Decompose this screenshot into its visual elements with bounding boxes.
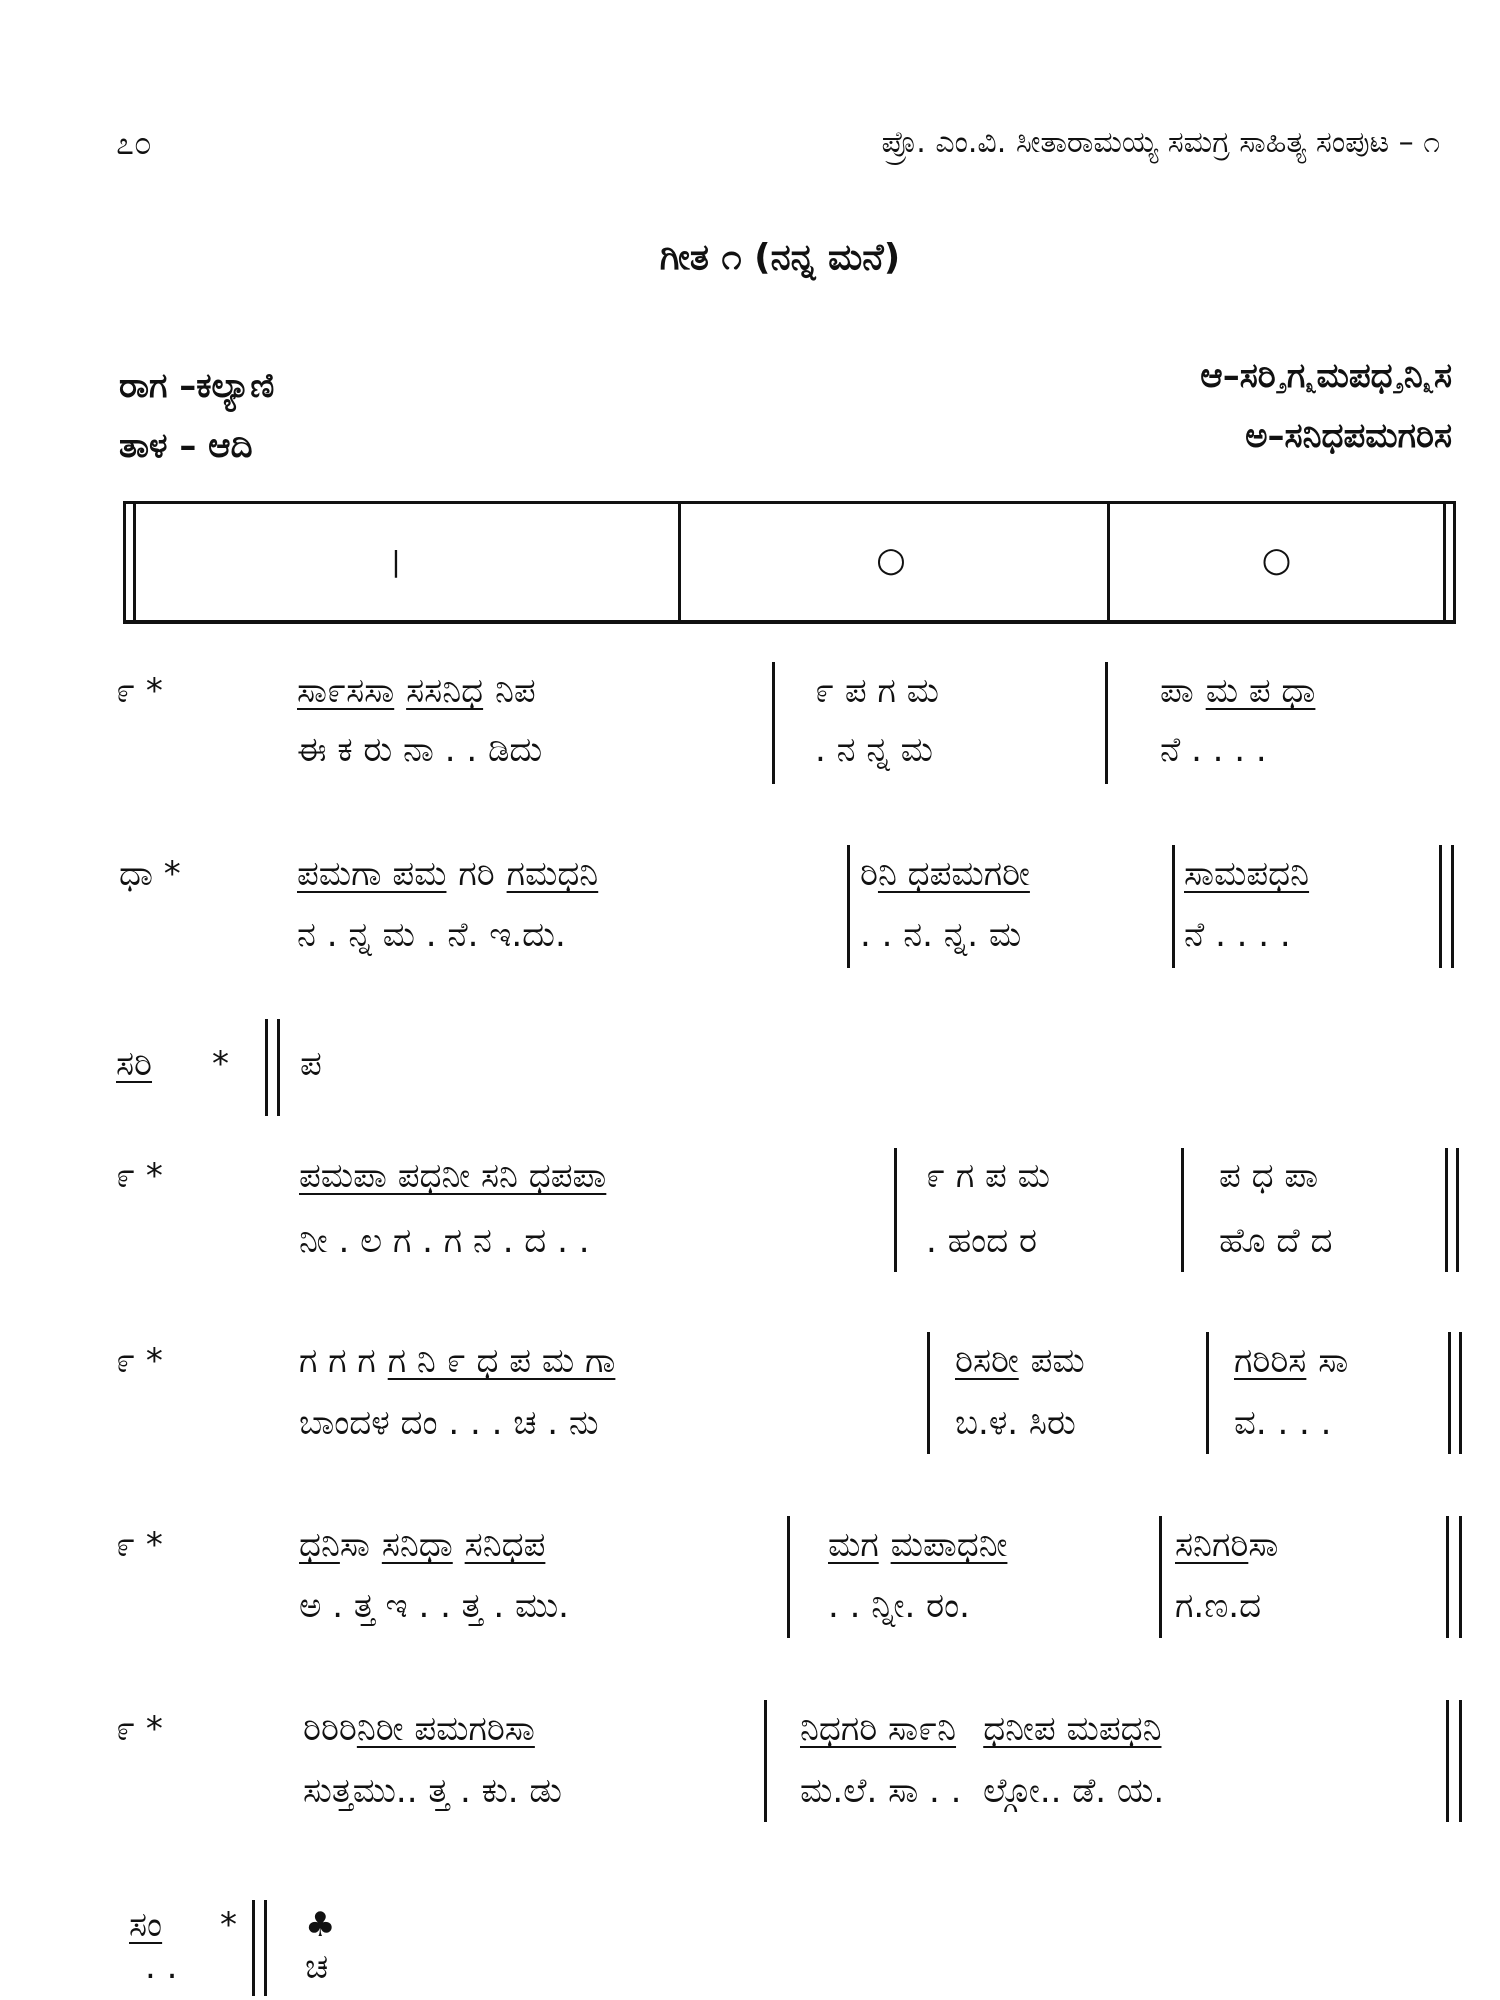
swara-token: ಮ ಪ ಧಾ bbox=[1205, 671, 1316, 711]
arohana-part: ಆ–ಸರಿ bbox=[1200, 356, 1276, 396]
swara-token: ಸನಿಧಪ bbox=[464, 1525, 546, 1565]
swara-line bbox=[1234, 1338, 1442, 1390]
swara-token: ಪಮ bbox=[1030, 1341, 1085, 1381]
sahitya-line: ನ . ನ್ನ ಮ . ನೆ. ಇ.ದು. bbox=[297, 915, 566, 955]
laghu-symbol: | bbox=[391, 545, 401, 578]
arohana-subscript: ೨ bbox=[1392, 374, 1404, 398]
sahitya-line: ನೀ . ಲ ಗ . ಗ ನ . ದ . . bbox=[299, 1221, 590, 1261]
swara-line bbox=[297, 851, 837, 903]
swara-line bbox=[1219, 1153, 1439, 1205]
row-label: ೯ * bbox=[116, 1525, 163, 1565]
running-header: ಪ್ರೊ. ಎಂ.ವಿ. ಸೀತಾರಾಮಯ್ಯ ಸಮಗ್ರ ಸಾಹಿತ್ಯ ಸಂಪುಟ – ೧ bbox=[881, 125, 1440, 160]
double-bar-line bbox=[1446, 1700, 1449, 1822]
page-number: ೭೦ bbox=[116, 124, 152, 162]
swara-token: ನಿಧಗರಿ ಸಾ೯ನಿ bbox=[800, 1709, 957, 1749]
sahitya-line: ಈ ಕ ರು ನಾ . . ಡಿದು bbox=[297, 730, 543, 770]
sahitya-line: ನೆ . . . . bbox=[1160, 730, 1267, 770]
swara-token: ನಿ ಧಪಮಗರೀ bbox=[877, 854, 1030, 894]
double-bar-line bbox=[1459, 1700, 1462, 1822]
beat-divider bbox=[764, 1700, 767, 1822]
swara-line bbox=[828, 1522, 1153, 1574]
swara-line bbox=[297, 668, 762, 720]
sari-label bbox=[116, 1041, 206, 1093]
double-bar-line bbox=[1456, 1148, 1459, 1272]
swara-line bbox=[299, 1153, 884, 1205]
swara-token: ಪಾ bbox=[1160, 671, 1194, 711]
swara-token: ಸಾಮಪಧನಿ bbox=[1184, 854, 1310, 894]
swara-token: ಪಮಪಾ ಪಧನೀ ಸನಿ ಧಪಪಾ bbox=[299, 1156, 607, 1196]
swara-line bbox=[1175, 1522, 1440, 1574]
row-label: ೯ * bbox=[116, 1341, 163, 1381]
sahitya-line: ಹೊ ದೆ ದ bbox=[1219, 1221, 1333, 1261]
swara-line bbox=[299, 1522, 781, 1574]
swara-token: ಧನೀಪ ಮಪಧನಿ bbox=[983, 1709, 1162, 1749]
beat-divider bbox=[1206, 1332, 1209, 1454]
swara-token: ರಿ bbox=[860, 854, 878, 894]
swara-line bbox=[299, 1338, 919, 1390]
sahitya-line: ಸುತ್ತಮು.. ತ್ತ . ಕು. ಡು bbox=[303, 1771, 562, 1811]
arohana-subscript: ೩ bbox=[1422, 374, 1434, 398]
double-bar-line bbox=[1459, 1516, 1462, 1638]
table-right-border-outer bbox=[1453, 501, 1456, 624]
double-bar-line bbox=[1448, 1332, 1451, 1454]
song-title: ಗೀತ ೧ (ನನ್ನ ಮನೆ) bbox=[659, 237, 901, 278]
tala-label: ತಾಳ – ಆದಿ bbox=[119, 426, 253, 466]
sam-dots: . . bbox=[145, 1947, 178, 1987]
swara-token: ರಿಸರೀ bbox=[955, 1341, 1019, 1381]
drutam-symbol: ○ bbox=[1261, 540, 1292, 580]
swara-token: ಧನಿ bbox=[299, 1525, 340, 1565]
swara-token: ಸನಿಧಾ bbox=[381, 1525, 453, 1565]
sahitya-line: ನೆ . . . . bbox=[1184, 915, 1291, 955]
arohana-part: ನಿ bbox=[1403, 356, 1423, 396]
swara-line bbox=[1184, 851, 1434, 903]
swara-line bbox=[955, 1338, 1200, 1390]
swara-token: ೯ ಗ ಪ ಮ bbox=[926, 1156, 1050, 1196]
swara-line bbox=[800, 1706, 1440, 1758]
avarohana-scale: ಅ–ಸನಿಧಪಮಗರಿಸ bbox=[1245, 416, 1452, 456]
double-bar-line bbox=[264, 1900, 267, 1996]
club-symbol: ♣ bbox=[305, 1905, 336, 1945]
table-left-border-outer bbox=[123, 501, 126, 624]
swara-token: ಗಮಧನಿ bbox=[506, 854, 599, 894]
double-bar-line bbox=[1459, 1332, 1462, 1454]
swara-token: ಗರಿ bbox=[458, 854, 495, 894]
swara-token: ಪಮಗಾ ಪಮ bbox=[297, 854, 447, 894]
arohana-subscript: ೩ bbox=[1305, 374, 1317, 398]
swara-line bbox=[303, 1706, 758, 1758]
row-label: ೯ * bbox=[116, 1709, 163, 1749]
drutam-symbol: ○ bbox=[876, 540, 906, 580]
row-label: ೯ * bbox=[116, 1156, 163, 1196]
swara-token: ಮಗ bbox=[828, 1525, 879, 1565]
row-label: ಧಾ * bbox=[119, 854, 181, 894]
beat-divider bbox=[772, 662, 775, 784]
swara-line bbox=[860, 851, 1165, 903]
sahitya-line: ವ. . . . bbox=[1234, 1403, 1332, 1443]
double-bar-line bbox=[265, 1019, 268, 1116]
double-bar-line bbox=[252, 1900, 255, 1996]
swara-token: ಮಪಾಧನೀ bbox=[890, 1525, 1008, 1565]
table-top-border bbox=[123, 501, 1456, 504]
swara-token: ನಿರೀ ಪಮಗರಿಸಾ bbox=[356, 1709, 535, 1749]
beat-divider bbox=[927, 1332, 930, 1454]
sahitya-line: . . ನ್ನೀ. ರಂ. bbox=[828, 1586, 970, 1626]
swara-line bbox=[815, 668, 1095, 720]
sahitya-line: . . ನ. ನ್ನ. ಮ bbox=[860, 915, 1022, 955]
swara-token: ಸನಿಗರಿ bbox=[1175, 1525, 1249, 1565]
beat-divider bbox=[787, 1516, 790, 1638]
table-bottom-border bbox=[123, 620, 1456, 624]
swara-token: ಸಸನಿಧ bbox=[406, 671, 484, 711]
beat-divider bbox=[847, 845, 850, 968]
double-bar-line bbox=[1445, 1148, 1448, 1272]
sahitya-line: . ಹಂದ ರ bbox=[926, 1221, 1037, 1261]
sahitya-line: . ನ ನ್ನ ಮ bbox=[815, 730, 933, 770]
sari-star: * bbox=[212, 1044, 229, 1084]
raga-label: ರಾಗ –ಕಲ್ಯಾಣಿ bbox=[119, 366, 275, 406]
swara-token: ನಿಪ bbox=[494, 671, 536, 711]
sahitya-line: ಮ.ಲೆ. ಸಾ . . ಲ್ಗೋ.. ಡೆ. ಯ. bbox=[800, 1771, 1165, 1811]
arohana-part: ಸ bbox=[1433, 356, 1452, 396]
beat-divider bbox=[1105, 662, 1108, 784]
sari-note: ಪ bbox=[300, 1044, 322, 1084]
double-bar-line bbox=[277, 1019, 280, 1116]
row-label: ೯ * bbox=[116, 671, 163, 711]
arohana-subscript: ೨ bbox=[1275, 374, 1287, 398]
swara-token: ಗ ಗ ಗ bbox=[299, 1341, 376, 1381]
swara-token: ಗ ನಿ ೯ ಧ ಪ ಮ ಗಾ bbox=[387, 1341, 616, 1381]
sahitya-line: ಅ . ತ್ತ ಇ . . ತ್ತ . ಮು. bbox=[299, 1586, 569, 1626]
swara-token: ಸಾ೯ಸಸಾ bbox=[297, 671, 395, 711]
swara-token: ಪ ಧ ಪಾ bbox=[1219, 1156, 1319, 1196]
swara-token: ಸಾ bbox=[1248, 1525, 1279, 1565]
sam-note: ಚ bbox=[305, 1947, 329, 1987]
sahitya-line: ಗ.ಣ.ದ bbox=[1175, 1586, 1262, 1626]
swara-token: ಸಾ bbox=[339, 1525, 370, 1565]
sahitya-line: ಬ.ಳ. ಸಿರು bbox=[955, 1403, 1076, 1443]
beat-divider bbox=[1172, 845, 1175, 968]
arohana-part: ಮಪಧ bbox=[1316, 356, 1393, 396]
double-bar-line bbox=[1446, 1516, 1449, 1638]
swara-token: ಗರಿರಿಸ bbox=[1234, 1341, 1307, 1381]
sari-label-text: ಸರಿ bbox=[116, 1044, 153, 1084]
table-right-border-inner bbox=[1443, 501, 1446, 624]
swara-token: ಸಾ bbox=[1318, 1341, 1349, 1381]
beat-divider bbox=[894, 1148, 897, 1272]
beat-divider bbox=[1181, 1148, 1184, 1272]
swara-token: ರಿರಿರಿ bbox=[303, 1709, 357, 1749]
sahitya-line: ಬಾಂದಳ ದಂ . . . ಚ . ನು bbox=[299, 1403, 599, 1443]
beat-divider bbox=[1159, 1516, 1162, 1638]
double-bar-line bbox=[1451, 845, 1454, 968]
swara-token: ೯ ಪ ಗ ಮ bbox=[815, 671, 939, 711]
sam-star: * bbox=[220, 1905, 237, 1945]
swara-line bbox=[1160, 668, 1460, 720]
arohana-part: ಗ bbox=[1286, 356, 1306, 396]
arohana-scale bbox=[780, 350, 1452, 406]
sam-label-text: ಸಂ bbox=[129, 1905, 163, 1945]
swara-line bbox=[926, 1153, 1176, 1205]
double-bar-line bbox=[1439, 845, 1442, 968]
